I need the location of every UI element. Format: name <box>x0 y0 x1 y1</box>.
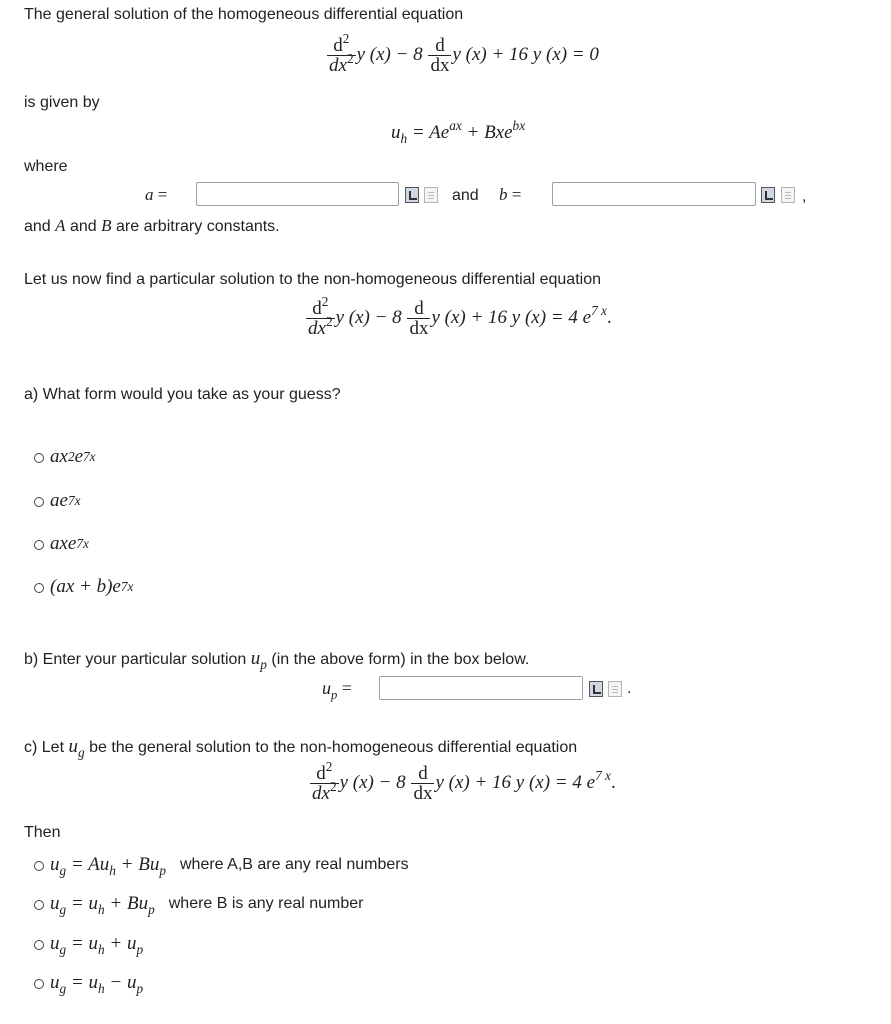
radio-button[interactable] <box>34 453 44 463</box>
trailing-period: . <box>627 680 632 697</box>
arbitrary-constants: and A and B are arbitrary constants. <box>24 216 280 235</box>
nonhomogeneous-ode: $\frac{d^2}{dx^2}$ y (x) − 8 $\frac{d}{dx}$ y (x) + 16 y (x) = 4 $e^{7 x}$. <box>308 294 612 339</box>
b-input[interactable] <box>552 182 756 206</box>
up-input[interactable] <box>379 676 583 700</box>
radio-button[interactable] <box>34 540 44 550</box>
radio-button[interactable] <box>34 979 44 989</box>
nonhomogeneous-ode-repeat: $\frac{d^2}{dx^2}$ y (x) − 8 $\frac{d}{dx}$ y (x) + 16 y (x) = 4 $e^{7 x}$. <box>312 759 616 804</box>
radio-button[interactable] <box>34 583 44 593</box>
then-label: Then <box>24 824 61 841</box>
preview-icon[interactable] <box>781 187 795 203</box>
option-a-3[interactable]: axe 7x <box>34 533 89 555</box>
preview-icon[interactable] <box>608 681 622 697</box>
comma: , <box>802 188 807 205</box>
is-given-by: is given by <box>24 94 100 111</box>
up-label: $u_p$ = <box>322 678 352 702</box>
option-c-4[interactable]: $u_g = u_h - u_p$ <box>34 972 143 994</box>
option-a-1[interactable]: ax 2 e 7x <box>34 446 96 468</box>
a-input[interactable] <box>196 182 399 206</box>
a-label: a = <box>145 185 168 204</box>
question-b-prompt: b) Enter your particular solution $u_p$ (in the above form) in the box below. <box>24 648 530 672</box>
equation-editor-icon[interactable] <box>761 187 775 203</box>
radio-button[interactable] <box>34 497 44 507</box>
b-label: b = <box>499 185 522 204</box>
homogeneous-solution: $u_h = Ae^{ax} + Bxe^{bx}$ <box>391 118 526 146</box>
and-label: and <box>452 187 479 204</box>
radio-button[interactable] <box>34 940 44 950</box>
equation-editor-icon[interactable] <box>589 681 603 697</box>
radio-button[interactable] <box>34 900 44 910</box>
where-label: where <box>24 158 68 175</box>
equation-editor-icon[interactable] <box>405 187 419 203</box>
option-a-2[interactable]: ae 7x <box>34 490 81 512</box>
option-a-4[interactable]: (ax + b)e 7x <box>34 576 133 598</box>
question-c-prompt: c) Let $u_g$ be the general solution to the non-homogeneous differential equation <box>24 736 578 760</box>
option-c-1[interactable]: $u_g = Au_h + Bu_p$ where A,B are any real numbers <box>34 854 409 876</box>
preview-icon[interactable] <box>424 187 438 203</box>
particular-intro: Let us now find a particular solution to the non-homogeneous differential equation <box>24 271 601 288</box>
option-c-2[interactable]: $u_g = u_h + Bu_p$ where B is any real number <box>34 893 364 915</box>
intro-sentence: The general solution of the homogeneous differential equation <box>24 6 464 23</box>
question-a-prompt: a) What form would you take as your guess? <box>24 386 341 403</box>
homogeneous-ode: $\frac{d^2}{dx^2}$ y (x) − 8 $\frac{d}{dx}$ y (x) + 16 y (x) = 0 <box>329 31 599 76</box>
radio-button[interactable] <box>34 861 44 871</box>
option-c-3[interactable]: $u_g = u_h + u_p$ <box>34 933 143 955</box>
